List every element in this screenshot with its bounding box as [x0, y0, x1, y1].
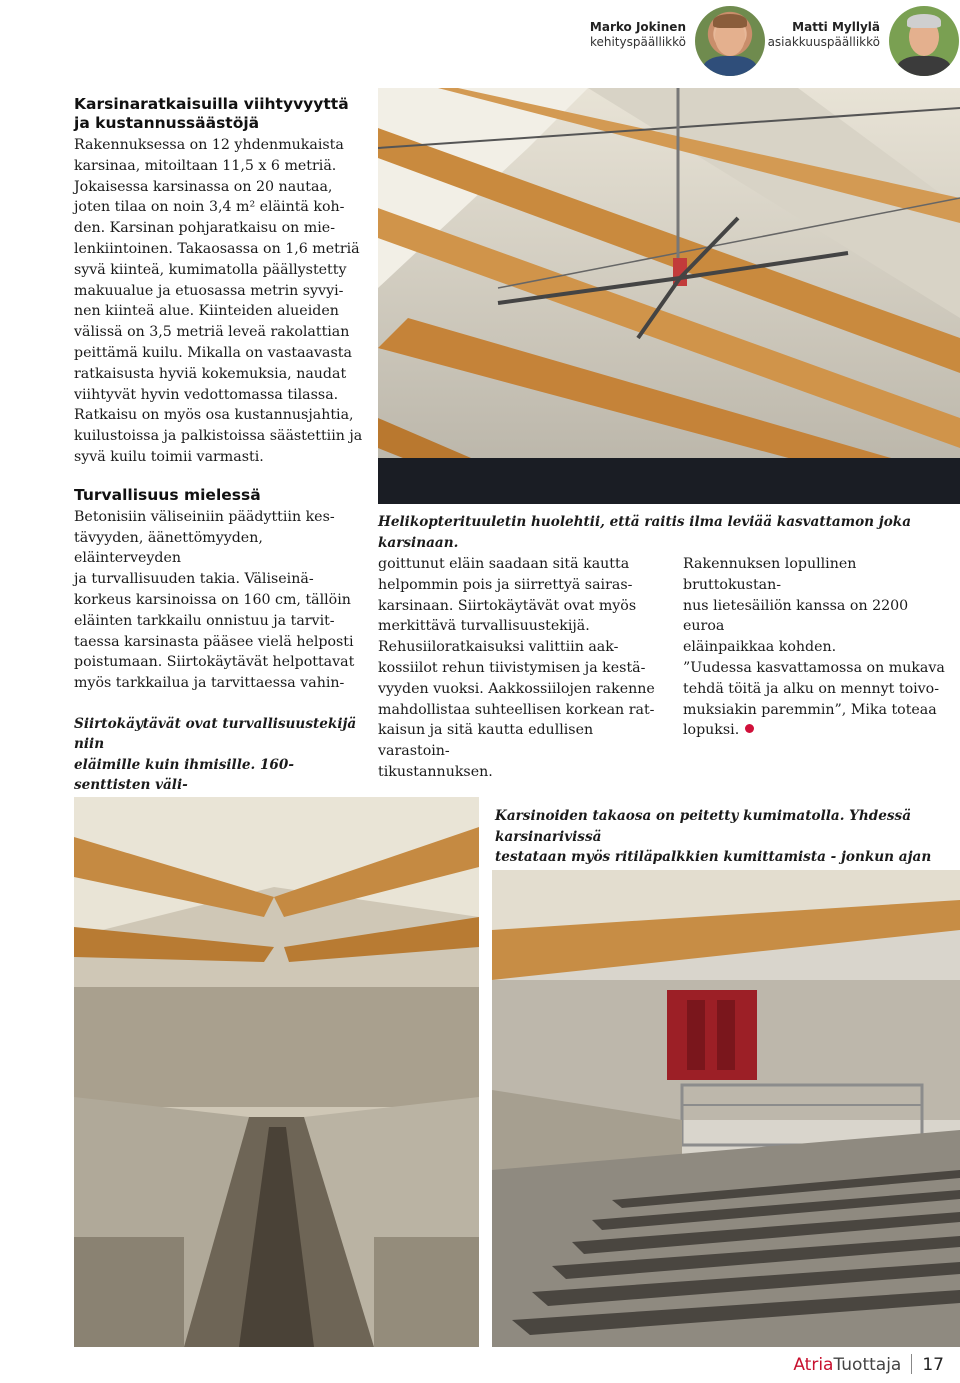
paragraph-rehusiilo: Rehusiiloratkaisuksi valittiin aak- kossiilot rehun tiivistymisen ja kestä- vyyden vuoksi. Aakkossiilojen rakenne mahdollistaa suhteellisen korkean rat- kaisun ja sitä kautta edullisen varastoin- tikustannuksen.: [378, 639, 655, 780]
author-1: [590, 20, 686, 50]
caption-top-photo: Helikopterituuletin huolehtii, että raitis ilma leviää kasvattamon joka karsinaan.: [378, 514, 912, 551]
author-1-photo: [695, 6, 765, 76]
footer-divider: [911, 1354, 912, 1374]
caption-siirtokaytavat: Siirtokäytävät ovat turvallisuustekijä niin eläimille kuin ihmisille. 160-senttisten väli-: [74, 715, 357, 794]
column-1: [74, 95, 364, 857]
photo-slatted-floor: [492, 870, 960, 1347]
paragraph-turvallisuus: Betonisiin väliseiniin päädyttiin kes- tävyyden, äänettömyyden, eläinterveyden ja turvallisuuden takia. Väliseinä- korkeus karsinoissa on 160 cm, tällöin eläinten tarkkailu onnistuu ja tarvit- taessa karsinasta pääsee vielä helposti poistumaan. Siirtokäytävät helpottavat myös tarkkailua ja tarvittaessa vahin-: [74, 508, 355, 692]
page-footer: [793, 1354, 944, 1375]
paragraph-karsinat: Rakennuksessa on 12 yhdenmukaista karsinaa, mitoiltaan 11,5 x 6 metriä. Jokaisessa karsinassa on 20 nautaa, joten tilaa on noin 3,4 m² eläintä koh- den. Karsinan pohjaratkaisu on mie- lenkiintoinen. Takaosassa on 1,6 metriä syvä kiinteä, kumimatolla päällystetty makuualue ja etuosassa metrin syvyi- nen kiinteä alue. Kiinteiden alueiden välissä on 3,5 metriä leveä rakolattian peittämä kuilu. Mikalla on vastaavasta ratkaisusta hyviä kokemuksia, naudat viihtyvät hyvin vedottomassa tilassa. Ratkaisu on myös osa kustannusjahtia, kuilustoissa ja palkistoissa säästettiin ja syvä kuilu toimii varmasti.: [74, 137, 363, 465]
column-2: [378, 554, 663, 783]
paragraph-lopuksi: ”Uudessa kasvattamossa on mukava tehdä töitä ja alku on mennyt toivo- muksiakin paremmin”, Mika toteaa lopuksi.: [683, 659, 945, 739]
caption-right-photo: Karsinoiden takaosa on peitetty kumimatolla. Yhdessä karsinarivissä testataan myös ritiläpalkkien kumittamista - jonkun ajan: [495, 808, 932, 865]
author-1-name: Marko Jokinen: [589, 20, 686, 34]
end-of-article-dot-icon: [745, 724, 754, 733]
heading-turvallisuus: Turvallisuus mielessä: [74, 485, 261, 504]
brand-tuottaja: Tuottaja: [833, 1355, 902, 1375]
photo-helicopter-fan: [378, 88, 960, 504]
paragraph-kustannus: Rakennuksen lopullinen bruttokustan- nus lietesäiliön kanssa on 2200 euroa eläinpaikkaa kohden.: [683, 556, 909, 656]
page-number: 17: [922, 1355, 944, 1375]
heading-karsinaratkaisut: Karsinaratkaisuilla viihtyvyyttä ja kustannussäästöjä: [74, 95, 349, 132]
author-1-role: kehityspäällikkö: [589, 35, 686, 49]
author-2-name: Matti Myllylä: [792, 20, 880, 34]
author-2-photo: [889, 6, 959, 76]
paragraph-siirtokaytavat: goittunut eläin saadaan sitä kautta helpommin pois ja siirrettyä sairas- karsinaan. Siirtokäytävät ovat myös merkittävä turvallisuustekijä.: [378, 556, 637, 635]
brand-atria: Atria: [793, 1355, 834, 1375]
author-2-role: asiakkuuspäällikkö: [767, 35, 880, 49]
column-3: [683, 554, 953, 741]
author-2: [768, 20, 880, 50]
photo-corridor: [74, 797, 479, 1347]
